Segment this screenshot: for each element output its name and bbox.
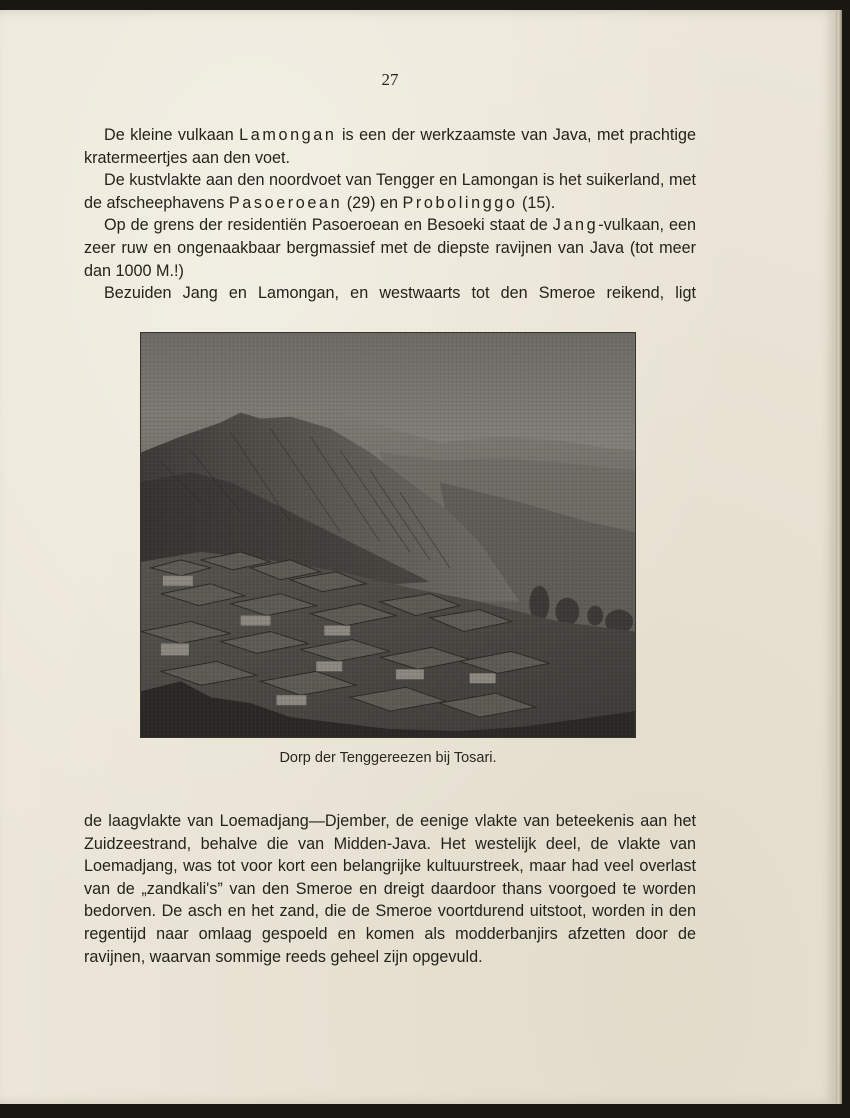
- spaced-name: Pasoeroean: [228, 193, 343, 212]
- page-number: 27: [381, 70, 399, 89]
- page-edge: [836, 10, 842, 1104]
- spaced-name: Probolinggo: [402, 193, 518, 212]
- text-run: (15).: [517, 193, 556, 212]
- paragraph: [84, 214, 696, 282]
- figure-caption: Dorp der Tenggereezen bij Tosari.: [279, 750, 497, 766]
- paragraph: [84, 282, 696, 305]
- text-run: is een der werkzaamste van Java, met prachtige kratermeertjes aan den voet.: [84, 126, 696, 167]
- body-text-top: [84, 124, 696, 305]
- photograph-tengger-village: [140, 332, 636, 738]
- text-run: (29) en: [342, 193, 403, 212]
- body-text-bottom: [84, 810, 696, 968]
- paragraph: [84, 124, 696, 169]
- text-run: Op de grens der residentiën Pasoeroean en Besoeki staat de: [104, 216, 553, 235]
- text-run: De kustvlakte aan den noordvoet van Tengger en Lamongan is het suikerland, met de afscheephavens: [84, 171, 696, 212]
- spaced-name: Lamongan: [239, 126, 337, 144]
- spaced-name: Jang: [552, 216, 599, 235]
- book-page: [0, 10, 836, 1104]
- text-run: Bezuiden Jang en Lamongan, en westwaarts tot den Smeroe reikend, ligt: [104, 284, 696, 303]
- paragraph: [84, 169, 696, 214]
- text-run: De kleine vulkaan: [104, 126, 240, 144]
- village-photo-illustration: [141, 333, 635, 737]
- paragraph: [84, 810, 696, 968]
- text-run: -vulkaan, een zeer ruw en ongenaakbaar bergmassief met de diepste ravijnen van Java (tot meer dan 1000 M.!): [84, 216, 696, 280]
- text-run: de laagvlakte van Loemadjang—Djember, de eenige vlakte van beteekenis aan het Zuidzeestrand, behalve die van Midden-Java. Het westelijk deel, de vlakte van Loemadjang, was tot voor kort een belangrijke kultuurstreek, maar had veel overlast van de „zandkali's” van den Smeroe en dreigt daardoor thans voorgoed te worden bedorven. De asch en het zand, die de Smeroe voortdurend uitstoot, worden in den regentijd naar omlaag gespoeld en komen als modderbanjirs afzetten door de ravijnen, waarvan sommige reeds geheel zijn opgevuld.: [84, 812, 696, 966]
